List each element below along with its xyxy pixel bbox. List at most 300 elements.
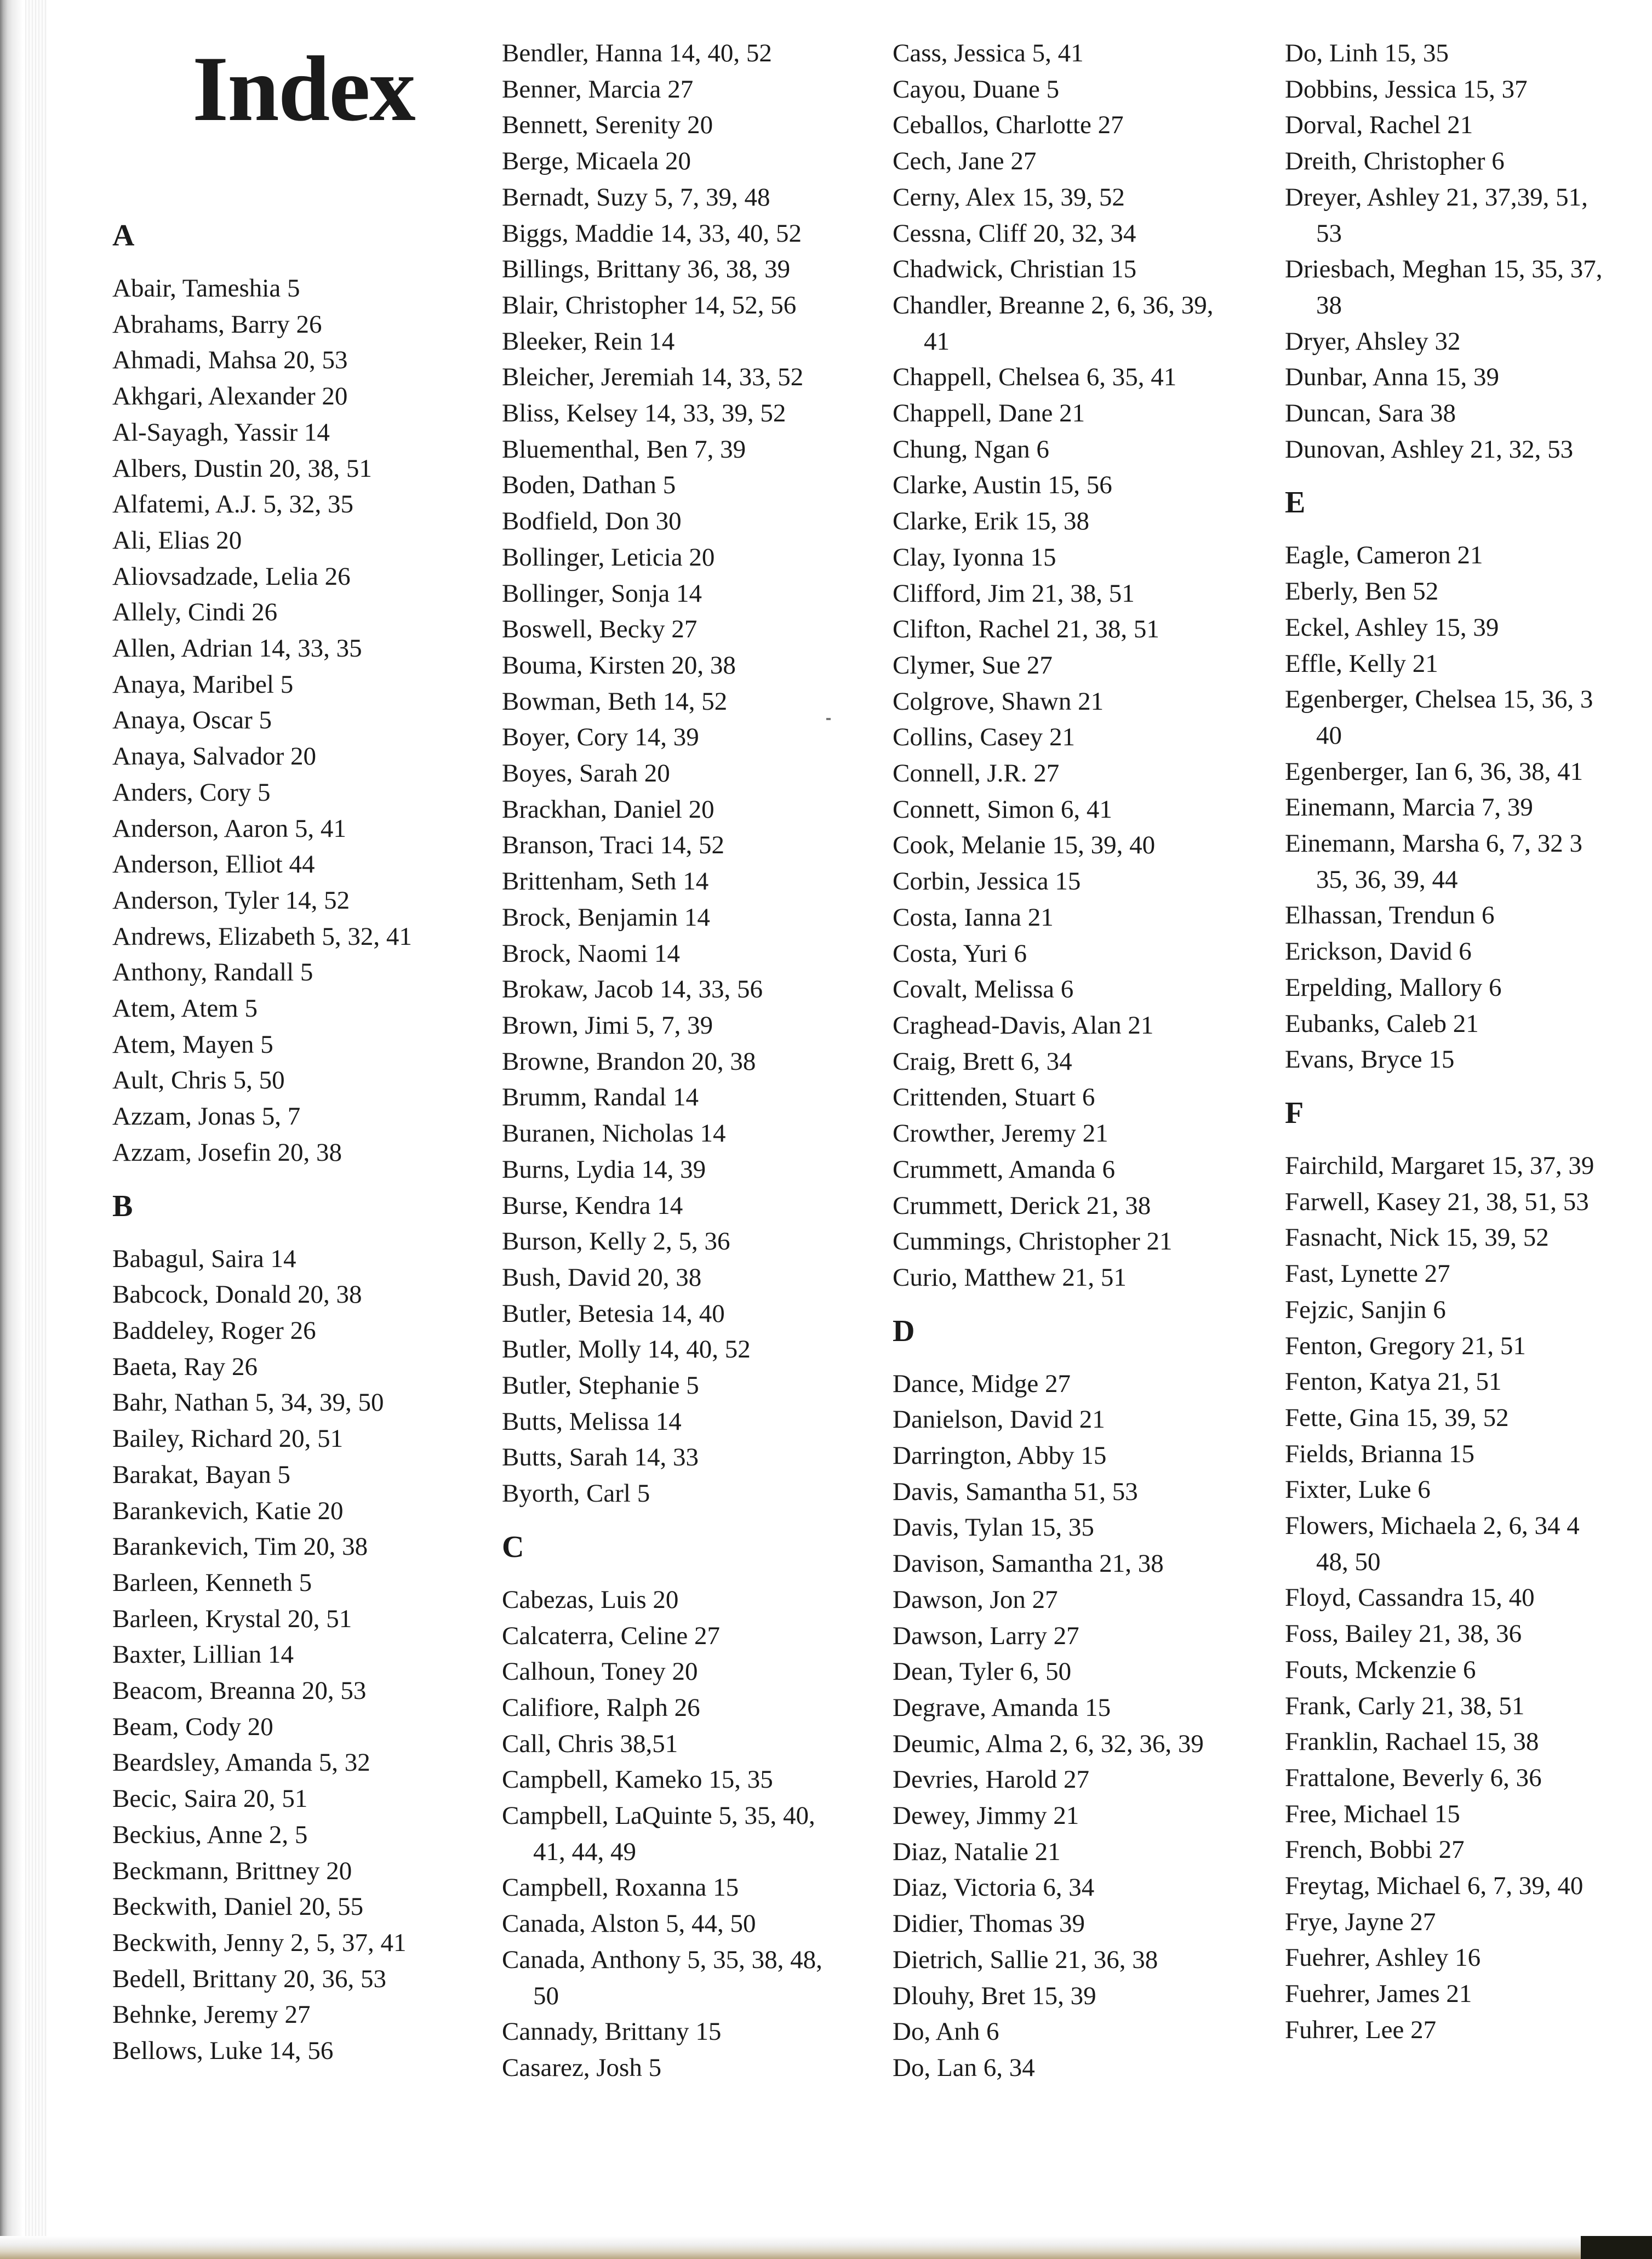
entry-pages: 5 (280, 670, 294, 699)
index-entry (893, 720, 1213, 756)
index-entry (1285, 1508, 1641, 1544)
entry-pages: 14, 40 (660, 1299, 725, 1328)
index-entry (1285, 682, 1641, 718)
entry-name: Do, Lan (893, 2053, 978, 2082)
index-entry (502, 864, 822, 900)
entry-pages: 5 (1046, 75, 1060, 104)
index-entry (502, 432, 822, 468)
entry-name: Casarez, Josh (502, 2053, 642, 2082)
entry-name: Allen, Adrian (112, 634, 253, 663)
entry-name: Do, Linh (1285, 39, 1378, 67)
entry-name: Dobbins, Jessica (1285, 75, 1457, 104)
index-entry (112, 415, 412, 451)
index-entry (1285, 1580, 1641, 1616)
index-entry (112, 2033, 412, 2069)
entry-pages: 26 (231, 1352, 258, 1381)
entry-name: Bush, David (502, 1263, 631, 1292)
index-entry (893, 1044, 1213, 1080)
entry-name: Campbell, Roxanna (502, 1873, 707, 1902)
index-entry (502, 107, 822, 144)
entry-name: Fields, Brianna (1285, 1439, 1443, 1468)
entry-name: Frye, Jayne (1285, 1907, 1404, 1936)
entry-name: Boden, Dathan (502, 471, 656, 500)
entry-name: Burson, Kelly (502, 1227, 647, 1256)
entry-pages: 5, 32, 35 (263, 490, 353, 519)
section-letter-c: C (502, 1530, 524, 1564)
entry-name: Beardsley, Amanda (112, 1748, 313, 1777)
index-entry (893, 1762, 1213, 1798)
entry-name: Dunovan, Ashley (1285, 435, 1464, 464)
index-entry (1285, 610, 1641, 646)
index-entry (112, 523, 412, 559)
index-entry (502, 1404, 822, 1440)
entry-name: Dunbar, Anna (1285, 363, 1428, 392)
entry-pages: 20, 38 (691, 1047, 756, 1076)
index-entry (502, 648, 822, 684)
entry-name: Burns, Lydia (502, 1155, 635, 1184)
entry-pages: 21 (1453, 1009, 1479, 1038)
entry-name: Califiore, Ralph (502, 1693, 668, 1722)
index-entry (893, 2014, 1213, 2050)
entry-name: Chandler, Breanne (893, 290, 1085, 320)
entry-pages: 20, 38 (277, 1138, 342, 1167)
index-entry (893, 1510, 1213, 1546)
entry-name: Flowers, Michaela (1285, 1511, 1477, 1541)
index-entry (502, 216, 822, 252)
index-entry (502, 180, 822, 216)
index-entry (112, 847, 412, 883)
entry-pages: 20 (644, 759, 670, 788)
entry-name: Billings, Brittany (502, 255, 681, 284)
index-entry (893, 864, 1213, 900)
index-column-4 (1285, 36, 1641, 2049)
entry-name: Azzam, Josefin (112, 1138, 271, 1167)
entry-name: Cook, Melanie (893, 831, 1046, 860)
index-entry (112, 703, 412, 739)
entry-name: Brokaw, Jacob (502, 975, 654, 1004)
entry-pages: 5 (299, 1568, 312, 1597)
entry-pages: 15, 38 (1474, 1727, 1539, 1756)
entry-name: Fuehrer, Ashley (1285, 1943, 1449, 1972)
index-entry (112, 1385, 412, 1421)
entry-pages: 14 (649, 327, 675, 356)
entry-pages: 6 (1463, 1655, 1476, 1684)
entry-name: Costa, Yuri (893, 939, 1008, 968)
entry-pages: 20, 38 (637, 1263, 702, 1292)
entry-pages: 20, 36, 53 (283, 1964, 386, 1993)
entry-name: Connell, J.R. (893, 759, 1027, 788)
entry-name: Barankevich, Katie (112, 1496, 311, 1525)
index-entry (502, 1618, 822, 1655)
entry-pages: 21, 38 (1086, 1191, 1151, 1220)
entry-name: Craghead-Davis, Alan (893, 1011, 1122, 1040)
entry-pages: 26 (251, 598, 278, 627)
index-entry (112, 1529, 412, 1565)
index-entry (502, 467, 822, 504)
entry-name: Blair, Christopher (502, 290, 687, 320)
entry-name: Franklin, Rachael (1285, 1727, 1468, 1756)
entry-name: Bendler, Hanna (502, 39, 663, 67)
entry-name: Anaya, Salvador (112, 742, 284, 771)
entry-pages-continued: 41, 44, 49 (533, 1837, 636, 1866)
entry-pages: 2, 6, 34 4 (1483, 1511, 1580, 1541)
entry-name: Dean, Tyler (893, 1657, 1014, 1686)
index-entry (1285, 1472, 1641, 1508)
entry-name: Anders, Cory (112, 778, 251, 807)
entry-name: Chadwick, Christian (893, 255, 1105, 284)
entry-pages: 21 (1412, 649, 1438, 678)
entry-pages: 15 (1055, 867, 1081, 896)
entry-name: Evans, Bryce (1285, 1045, 1422, 1074)
index-entry (502, 1260, 822, 1296)
entry-pages: 15 (1081, 1441, 1107, 1470)
entry-name: Barakat, Bayan (112, 1460, 271, 1489)
entry-name: Aliovsadzade, Lelia (112, 562, 318, 591)
index-entry (893, 107, 1213, 144)
entry-name: Clarke, Erik (893, 507, 1019, 536)
entry-pages: 21, 38, 51, 53 (1447, 1187, 1589, 1216)
entry-pages: 26 (290, 1316, 316, 1345)
entry-name: Ali, Elias (112, 526, 210, 555)
entry-pages: 27 (284, 2000, 311, 2029)
entry-name: Fixter, Luke (1285, 1475, 1411, 1504)
entry-pages: 5, 7, 39 (636, 1011, 713, 1040)
entry-pages-continued: 48, 50 (1316, 1547, 1381, 1576)
entry-name: Bollinger, Leticia (502, 543, 683, 572)
entry-pages: 14, 39 (641, 1155, 706, 1184)
index-entry (502, 756, 822, 792)
index-entry (502, 1044, 822, 1080)
index-entry (1285, 898, 1641, 934)
entry-name: Campbell, LaQuinte (502, 1801, 712, 1830)
entry-name: Brittenham, Seth (502, 867, 677, 896)
index-entry (893, 756, 1213, 792)
entry-name: Floyd, Cassandra (1285, 1583, 1464, 1612)
entry-pages: 14 (654, 939, 681, 968)
entry-name: Alfatemi, A.J. (112, 490, 257, 519)
entry-pages: 5 (258, 778, 271, 807)
entry-pages: 20, 38, 51 (268, 454, 372, 483)
entry-pages-continued: 41 (924, 327, 950, 356)
entry-pages: 15, 35 (1384, 39, 1449, 67)
entry-pages: 5, 44, 50 (665, 1909, 756, 1938)
entry-pages: 21 (1078, 687, 1104, 716)
stray-print-mark (826, 718, 831, 720)
entry-pages: 14 (673, 1083, 699, 1112)
entry-name: Bleicher, Jeremiah (502, 363, 694, 392)
entry-pages: 5, 35, 40, (718, 1801, 815, 1830)
section-letter-b: B (112, 1189, 133, 1223)
entry-name: Andrews, Elizabeth (112, 922, 316, 951)
index-entry (1285, 180, 1641, 216)
index-entry (1285, 1256, 1641, 1292)
entry-name: Bollinger, Sonja (502, 579, 670, 608)
index-entry (112, 1853, 412, 1890)
index-entry (893, 467, 1213, 504)
index-entry (1285, 1940, 1641, 1976)
entry-name: Eberly, Ben (1285, 577, 1407, 606)
entry-pages: 27 (1053, 1621, 1079, 1650)
index-entry (112, 1709, 412, 1745)
entry-name: Cayou, Duane (893, 75, 1040, 104)
entry-name: Bernadt, Suzy (502, 182, 648, 212)
index-entry (1285, 1006, 1641, 1042)
entry-pages: 2, 6, 32, 36, 39 (1049, 1729, 1204, 1758)
index-entry (893, 2050, 1213, 2086)
entry-name: Becic, Saira (112, 1784, 237, 1813)
entry-name: Brown, Jimi (502, 1011, 630, 1040)
entry-pages: 5, 35, 38, 48, (687, 1945, 822, 1974)
index-entry (893, 1008, 1213, 1044)
index-entry (893, 1474, 1213, 1510)
entry-pages: 21 (1059, 399, 1085, 428)
index-entry (1285, 1868, 1641, 1904)
entry-name: Degrave, Amanda (893, 1693, 1079, 1722)
entry-name: Ault, Chris (112, 1066, 227, 1095)
entry-pages: 5 (277, 1460, 290, 1489)
entry-pages: 27 (1410, 1907, 1436, 1936)
entry-pages: 21, 51 (1437, 1367, 1502, 1396)
entry-name: Fenton, Katya (1285, 1367, 1431, 1396)
entry-pages: 14, 52 (662, 687, 728, 716)
index-entry (893, 180, 1213, 216)
entry-pages: 32 (1434, 327, 1461, 356)
entry-name: Foss, Bailey (1285, 1619, 1413, 1648)
index-entry (893, 288, 1213, 324)
entry-pages: 14 (304, 418, 330, 447)
entry-pages: 5 (637, 1479, 650, 1508)
entry-pages: 20 (322, 382, 348, 411)
entry-name: Dlouhy, Bret (893, 1981, 1026, 2010)
entry-pages: 14, 33 (634, 1443, 699, 1472)
index-entry (502, 504, 822, 540)
index-entry (893, 1834, 1213, 1870)
entry-pages: 27 (1033, 759, 1060, 788)
index-entry (112, 1277, 412, 1313)
entry-name: Collins, Casey (893, 723, 1043, 752)
entry-pages: 20, 53 (283, 346, 348, 375)
entry-pages: 15, 35 (708, 1765, 773, 1794)
index-entry (1285, 144, 1641, 180)
index-entry (893, 1224, 1213, 1260)
index-entry (502, 36, 822, 72)
entry-name: Driesbach, Meghan (1285, 255, 1487, 284)
entry-name: Bennett, Serenity (502, 111, 681, 140)
entry-pages: 14, 39 (634, 723, 699, 752)
entry-name: Abair, Tameshia (112, 274, 281, 303)
index-entry (112, 451, 412, 487)
entry-pages: 6 (986, 2017, 999, 2046)
index-column-2 (502, 36, 822, 2086)
entry-name: Dreith, Christopher (1285, 147, 1485, 176)
entry-pages: 38,51 (620, 1729, 678, 1758)
entry-pages: 14, 40, 52 (668, 39, 772, 67)
entry-name: Fast, Lynette (1285, 1259, 1418, 1288)
index-entry (502, 936, 822, 972)
index-entry (112, 559, 412, 595)
entry-name: Cabezas, Luis (502, 1585, 647, 1614)
entry-pages: 5, 7, 39, 48 (654, 182, 770, 212)
entry-name: Bliss, Kelsey (502, 399, 638, 428)
entry-pages: 26 (324, 562, 351, 591)
index-entry (893, 1978, 1213, 2015)
index-entry (1285, 1760, 1641, 1796)
entry-pages: 20, 55 (299, 1892, 364, 1921)
entry-pages: 6, 7, 32 3 (1485, 829, 1583, 858)
entry-pages: 14, 33, 40, 52 (660, 219, 802, 248)
entry-pages: 20, 53 (301, 1676, 367, 1705)
index-entry (502, 1116, 822, 1152)
index-entry (502, 1870, 822, 1906)
entry-name: Effle, Kelly (1285, 649, 1407, 678)
index-entry (112, 343, 412, 379)
entry-name: Anaya, Maribel (112, 670, 274, 699)
entry-pages-continued: 53 (1316, 219, 1342, 248)
entry-name: Cannady, Brittany (502, 2017, 689, 2046)
entry-pages: 14 (657, 1191, 683, 1220)
entry-name: Buranen, Nicholas (502, 1119, 694, 1148)
index-entry (893, 1942, 1213, 1978)
entry-pages: 27 (1044, 1369, 1071, 1398)
entry-name: Bahr, Nathan (112, 1388, 249, 1417)
index-entry (1285, 396, 1641, 432)
entry-pages: 14 (676, 579, 702, 608)
index-entry (502, 144, 822, 180)
index-entry (893, 432, 1213, 468)
entry-name: Canada, Alston (502, 1909, 660, 1938)
index-entry (112, 1997, 412, 2033)
entry-name: Clymer, Sue (893, 651, 1021, 680)
index-entry (893, 1152, 1213, 1188)
entry-name: Cass, Jessica (893, 39, 1026, 67)
index-entry (502, 252, 822, 288)
entry-pages: 6, 34 (983, 2053, 1035, 2082)
entry-pages: 21, 32, 53 (1470, 435, 1574, 464)
entry-name: Deumic, Alma (893, 1729, 1043, 1758)
entry-name: Beckmann, Brittney (112, 1856, 320, 1885)
entry-name: Brock, Benjamin (502, 903, 678, 932)
entry-name: Al-Sayagh, Yassir (112, 418, 298, 447)
entry-pages: 6 (1491, 147, 1505, 176)
index-entry (1285, 1148, 1641, 1184)
entry-name: Cessna, Cliff (893, 219, 1027, 248)
entry-pages: 2, 6, 36, 39, (1091, 290, 1214, 320)
entry-name: Fuehrer, James (1285, 1980, 1440, 2009)
index-entry (893, 360, 1213, 396)
index-entry (502, 576, 822, 612)
index-entry (502, 972, 822, 1008)
entry-pages: 15, 38 (1025, 507, 1089, 536)
entry-pages: 27 (1424, 1259, 1450, 1288)
entry-pages: 6 (1036, 435, 1049, 464)
entry-name: Colgrove, Shawn (893, 687, 1072, 716)
index-entry (502, 1582, 822, 1618)
index-entry (1285, 970, 1641, 1006)
entry-pages: 20, 38 (303, 1532, 368, 1561)
entry-name: Byorth, Carl (502, 1479, 631, 1508)
entry-pages: 6 (1433, 1295, 1446, 1324)
entry-pages: 20 (688, 795, 714, 824)
index-entry (893, 576, 1213, 612)
entry-name: Canada, Anthony (502, 1945, 681, 1974)
index-entry (112, 1063, 412, 1099)
entry-name: Chung, Ngan (893, 435, 1030, 464)
entry-pages: 14, 40, 52 (647, 1335, 751, 1364)
entry-pages: 21, 37,39, 51, (1446, 182, 1588, 212)
index-entry (1285, 107, 1641, 144)
index-entry (112, 775, 412, 811)
entry-name: Cerny, Alex (893, 182, 1016, 212)
entry-pages: 15, 35 (1030, 1513, 1094, 1542)
entry-pages: 5, 34, 39, 50 (255, 1388, 384, 1417)
entry-name: French, Bobbi (1285, 1835, 1432, 1864)
entry-name: Davison, Samantha (893, 1549, 1093, 1578)
index-entry (1285, 1724, 1641, 1760)
index-entry (502, 684, 822, 720)
entry-name: Crummett, Amanda (893, 1155, 1096, 1184)
index-entry (112, 1027, 412, 1063)
entry-name: Benner, Marcia (502, 75, 661, 104)
index-entry (1285, 1328, 1641, 1365)
index-entry (1285, 2012, 1641, 2049)
index-entry (502, 792, 822, 828)
entry-name: Barleen, Krystal (112, 1604, 282, 1633)
entry-name: Calcaterra, Celine (502, 1621, 688, 1650)
entry-pages: 20 (317, 1496, 344, 1525)
index-entry (893, 72, 1213, 108)
index-entry (893, 1906, 1213, 1942)
entry-name: Frattalone, Beverly (1285, 1763, 1484, 1792)
index-entry (1285, 1796, 1641, 1833)
entry-pages: 20 (689, 543, 715, 572)
entry-name: Connett, Simon (893, 795, 1055, 824)
entry-name: Biggs, Maddie (502, 219, 654, 248)
entry-pages: 6 (1060, 975, 1074, 1004)
entry-pages: 15, 39 (1434, 363, 1500, 392)
index-entry (112, 739, 412, 775)
section-letter-d: D (893, 1314, 915, 1348)
entry-name: Diaz, Natalie (893, 1837, 1028, 1866)
index-entry (893, 504, 1213, 540)
index-entry (112, 1637, 412, 1673)
entry-name: Baxter, Lillian (112, 1640, 262, 1669)
entry-name: Einemann, Marsha (1285, 829, 1480, 858)
entry-name: Bedell, Brittany (112, 1964, 277, 1993)
entry-pages: 14, 33, 39, 52 (644, 399, 786, 428)
entry-pages: 7, 39 (1481, 793, 1533, 822)
entry-name: Ceballos, Charlotte (893, 111, 1091, 140)
entry-pages: 15 (1448, 1439, 1474, 1468)
entry-name: Clay, Iyonna (893, 543, 1024, 572)
index-entry (502, 1188, 822, 1224)
entry-name: Bowman, Beth (502, 687, 656, 716)
entry-name: Calhoun, Toney (502, 1657, 666, 1686)
entry-name: Butts, Melissa (502, 1407, 649, 1436)
entry-name: Bluementhal, Ben (502, 435, 688, 464)
entry-name: Curio, Matthew (893, 1263, 1056, 1292)
entry-pages: 5 (260, 1030, 273, 1059)
entry-name: Costa, Ianna (893, 903, 1021, 932)
index-entry (893, 216, 1213, 252)
entry-name: Anderson, Tyler (112, 886, 279, 915)
index-entry (112, 1673, 412, 1709)
entry-pages: 14, 52 (285, 886, 350, 915)
index-entry (893, 1654, 1213, 1690)
index-entry (893, 144, 1213, 180)
entry-pages: 38 (1430, 399, 1456, 428)
entry-pages: 6, 34 (1020, 1047, 1072, 1076)
entry-pages: 15 (1434, 1799, 1460, 1828)
